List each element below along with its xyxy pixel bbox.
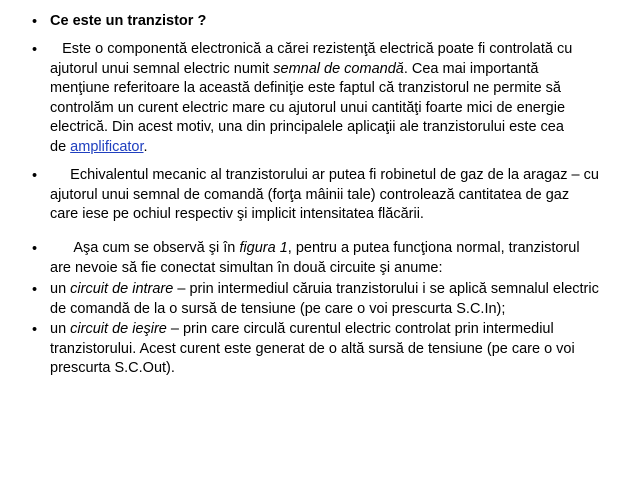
text-line: tranzistorului. Acest curent este generat de o altă sursă de tensiune (pe care o voi xyxy=(50,340,575,357)
text-segment: . xyxy=(143,138,148,155)
italic-term: figura 1 xyxy=(239,240,288,256)
text-line: menţiune referitoare la această definiţie este faptul că tranzistorul ne permite să xyxy=(50,80,561,96)
text-segment: – prin intermediul căruia tranzistorului i se aplică semnalul electric xyxy=(173,281,599,297)
text-line xyxy=(50,280,620,300)
text-segment: . Cea mai importantă xyxy=(403,60,539,77)
text-line: Echivalentul mecanic al tranzistorului ar putea fi robinetul de gaz de la aragaz – cu xyxy=(50,167,599,183)
text-line: ajutorul unui semnal de comandă (forţa mâinii tale) controlează cantitatea de gaz xyxy=(50,186,570,203)
italic-term: circuit de ieşire xyxy=(70,321,167,337)
text-line: care iese pe ochiul respectiv şi implicit intensitatea flăcării. xyxy=(50,206,424,222)
list-item-text xyxy=(50,40,620,157)
text-segment: un xyxy=(50,281,71,297)
text-segment: un xyxy=(50,321,71,337)
text-line: de comandă de la o sursă de tensiune (pe care o voi prescurta S.C.In); xyxy=(50,300,506,317)
bullet-marker: • xyxy=(32,322,38,338)
bullet-marker: • xyxy=(32,168,38,184)
text-line xyxy=(50,138,620,158)
bullet-marker: • xyxy=(32,42,38,58)
list-item-text xyxy=(50,12,620,32)
italic-term: semnal de comandă xyxy=(273,60,404,77)
text-segment: – prin care circulă curentul electric controlat prin intermediul xyxy=(166,321,554,337)
bullet-marker: • xyxy=(32,282,38,298)
text-line: electrică. Din acest motiv, una din principalele aplicaţii ale tranzistorului este cea xyxy=(50,119,564,135)
amplificator-link[interactable]: amplificator xyxy=(70,138,144,155)
text-line: prescurta S.C.Out). xyxy=(50,360,175,376)
text-segment: Aşa cum se observă şi în xyxy=(50,240,240,256)
text-line xyxy=(50,239,620,259)
text-line xyxy=(50,320,620,340)
list-item-text xyxy=(50,320,620,379)
text-line: controlăm un curent electric mare cu ajutorul unui cantităţi foarte mici de energie xyxy=(50,99,566,116)
italic-term: circuit de intrare xyxy=(70,281,174,297)
text-segment: ajutorul unui semnal electric numit xyxy=(50,60,274,77)
question-heading: Ce este un tranzistor ? xyxy=(50,13,207,29)
text-line: are nevoie să fie conectat simultan în două circuite şi anume: xyxy=(50,259,443,276)
list-item-text xyxy=(50,239,620,278)
bullet-marker: • xyxy=(32,241,38,257)
list-item-text xyxy=(50,280,620,319)
text-segment: , pentru a putea funcţiona normal, tranzistorul xyxy=(287,240,580,256)
bullet-marker: • xyxy=(32,14,38,30)
list-item-text xyxy=(50,166,620,225)
text-segment: de xyxy=(50,138,71,155)
text-line xyxy=(50,60,620,80)
text-line: Este o componentă electronică a cărei rezistenţă electrică poate fi controlată cu xyxy=(50,41,573,57)
